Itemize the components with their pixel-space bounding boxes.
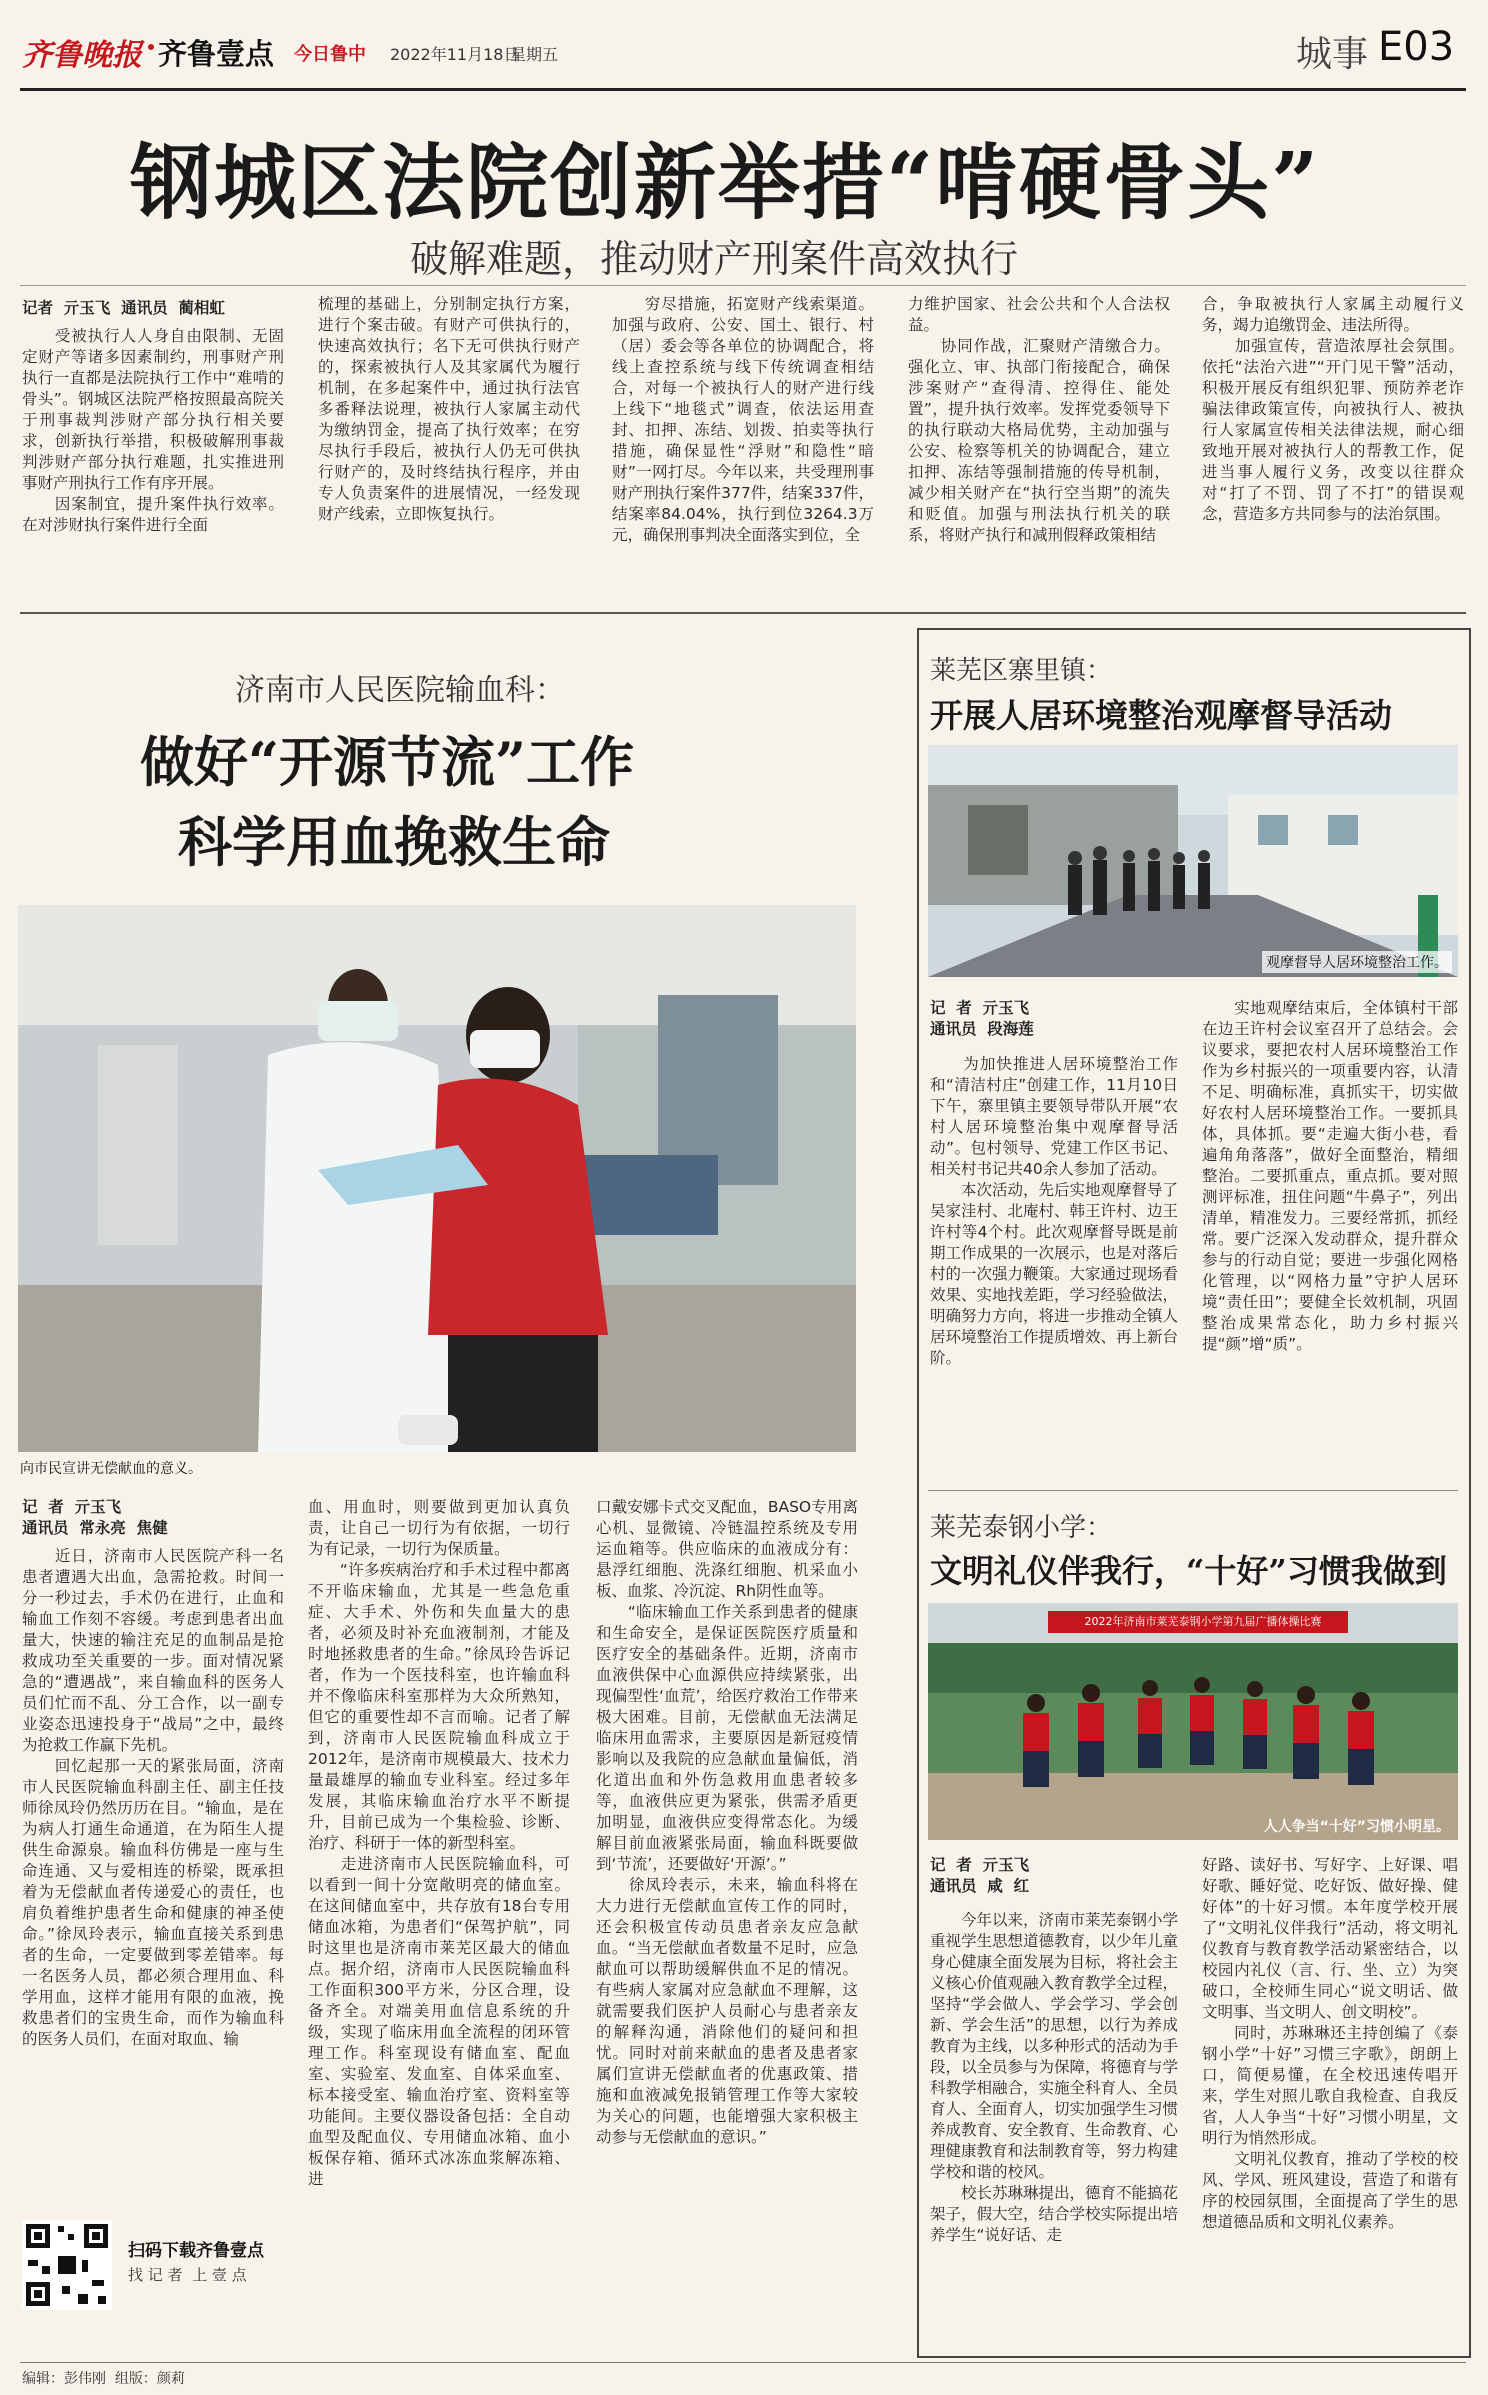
blood-headline-1: 做好“开源节流”工作 xyxy=(140,730,635,794)
zhaili-column-1: 为加快推进人居环境整治工作和“清洁村庄”创建工作，11月10日下午，寨里镇主要领导带队开展“农村人居环境整治集中观摩督导活动”。包村领导、党建工作区书记、相关村书记共40余人参加了活动。 本次活动，先后实地观摩督导了吴家洼村、北庵村、韩王许村、边王许村等4个村。此次观摩督导既是前期工作成果的一次展示，也是对落后村的一次强力鞭策。大家通过现场看效果、实地找差距，学习经验做法，明确努力方向，将进一步推动全镇人居环境整治工作提质增效、再上新台阶。 xyxy=(930,1055,1178,1367)
qr-subtext: 找 记 者 上 壹 点 xyxy=(128,2266,247,2284)
lead-bottom-rule xyxy=(20,612,1466,614)
zhaili-photo-caption: 观摩督导人居环境整治工作。 xyxy=(1262,951,1452,973)
zhaili-headline: 开展人居环境整治观摩督导活动 xyxy=(930,696,1392,735)
steel-headline: 文明礼仪伴我行，“十好”习惯我做到 xyxy=(930,1552,1447,1590)
masthead xyxy=(0,0,1488,110)
masthead-logo-jinrilu: 今日鲁中 xyxy=(294,44,366,65)
steel-photo-banner: 2022年济南市莱芜泰钢小学第九届广播体操比赛 xyxy=(1084,1615,1322,1628)
blood-kicker: 济南市人民医院输血科： xyxy=(235,673,565,708)
zhaili-byline: 记 者 亓玉飞 通讯员 段海莲 xyxy=(930,999,1034,1038)
lead-column-5: 合，争取被执行人家属主动履行义务，竭力追缴罚金、违法所得。 加强宣传，营造浓厚社会氛围。依托“法治六进”“开门见干警”活动，积极开展反有组织犯罪、预防养老诈骗法律政策宣传，向被执行人、被执行人家属宣传相关法律法规，耐心细致地开展对被执行人的帮教工作，促进当事人履行义务，改变以往群众对“打了不罚、罚了不打”的错误观念，营造多方共同参与的法治氛围。 xyxy=(1202,295,1464,523)
lead-column-3: 穷尽措施，拓宽财产线索渠道。加强与政府、公安、国土、银行、村（居）委会等各单位的协调配合，将线上查控系统与线下传统调查相结合，对每一个被执行人的财产进行线上线下“地毯式”调查，依法运用查封、扣押、冻结、划拨、拍卖等执行措施，确保显性“浮财”和隐性“暗财”一网打尽。今年以来，共受理刑事财产刑执行案件377件，结案337件，结案率84.04%，执行到位3264.3万元，确保刑事判决全面落实到位，全 xyxy=(612,295,874,544)
qr-code-icon xyxy=(22,2220,112,2310)
footer-rule xyxy=(20,2362,1466,2363)
masthead-dot xyxy=(148,44,154,50)
blood-column-3: 口戴安娜卡式交叉配血，BASO专用离心机、显微镜、冷链温控系统及专用运血箱等。供应临床的血液成分有：悬浮红细胞、洗涤红细胞、机采血小板、血浆、冷沉淀、Rh阴性血等。 “临床输血工作关系到患者的健康和生命安全，是保证医院医疗质量和医疗安全的基础条件。近期，济南市血液供保中心血源供应持续紧张，出现偏型性‘血荒’，给医疗救治工作带来极大困难。目前，无偿献血无法满足临床用血需求，主要原因是新冠疫情影响以及我院的应急献血量偏低，消化道出血和外伤急救用血患者较多等，血液供应更为紧张，供需矛盾更加明显，血液供应变得常态化。为缓解目前血液紧张局面，输血科既要做到‘节流’，还要做好‘开源’。” 徐凤玲表示，未来，输血科将在大力进行无偿献血宣传工作的同时，还会积极宣传动员患者亲友应急献血。“当无偿献血者数量不足时，应急献血可以帮助缓解供血不足的情况。有些病人家属对应急献血不理解，这就需要我们医护人员耐心与患者亲友的解释沟通，消除他们的疑问和担忧。同时对前来献血的患者及患者家属们宣讲无偿献血者的优惠政策、措施和血液减免报销管理工作等大家较为关心的问题，也能增强大家积极主动参与无偿献血的意识。” xyxy=(596,1498,858,2146)
steel-photo xyxy=(928,1603,1458,1840)
lead-byline: 记者 亓玉飞 通讯员 蔺相虹 xyxy=(22,299,225,317)
lead-rule xyxy=(20,285,1466,286)
lead-headline: 钢城区法院创新举措“啃硬骨头” xyxy=(130,135,1321,231)
masthead-date: 2022年11月18日 xyxy=(390,45,520,64)
page-number: E03 xyxy=(1378,24,1455,70)
lead-subtitle: 破解难题，推动财产刑案件高效执行 xyxy=(410,237,1019,281)
steel-byline: 记 者 亓玉飞 通讯员 咸 红 xyxy=(930,1856,1030,1895)
blood-photo xyxy=(18,905,856,1452)
lead-column-4: 力维护国家、社会公共和个人合法权益。 协同作战，汇聚财产清缴合力。强化立、审、执部门衔接配合，确保涉案财产“查得清、控得住、能处置”，提升执行效率。发挥党委领导下的执行联动大格局优势，主动加强与公安、检察等机关的协调配合，建立扣押、冻结等强制措施的传导机制，减少相关财产在“执行空当期”的流失和贬值。加强与刑法执行机关的联系，将财产执行和减刑假释政策相结 xyxy=(908,295,1170,544)
lead-column-2: 梳理的基础上，分别制定执行方案，进行个案击破。有财产可供执行的，快速高效执行；名下无可供执行财产的，探索被执行人及其家属代为履行机制，在多起案件中，通过执行法官多番释法说理，被执行人家属主动代为缴纳罚金，提高了执行效率；在穷尽执行手段后，被执行人仍无可供执行财产的，及时终结执行程序，并由专人负责案件的进展情况，一经发现财产线索，立即恢复执行。 xyxy=(318,295,580,523)
blood-photo-caption: 向市民宣讲无偿献血的意义。 xyxy=(20,1461,202,1477)
zhaili-column-2: 实地观摩结束后，全体镇村干部在边王许村会议室召开了总结会。会议要求，要把农村人居环境整治工作作为乡村振兴的一项重要内容，认清不足、明确标准，真抓实干，切实做好农村人居环境整治工作。一要抓具体，具体抓。要“走遍大街小巷，看遍角角落落”，做好全面整治，精细整治。二要抓重点，重点抓。要对照测评标准，扭住问题“牛鼻子”，列出清单，精准发力。三要经常抓，抓经常。要广泛深入发动群众，提升群众参与的行动自觉；要进一步强化网格化管理，以“网格力量”守护人居环境“责任田”；要健全长效机制，巩固整治成果常态化，助力乡村振兴提“颜”增“质”。 xyxy=(1202,999,1458,1353)
hospital-scene-image xyxy=(18,905,856,1452)
editor-credit: 编辑：彭伟刚 组版：颜莉 xyxy=(22,2371,185,2387)
steel-column-1: 今年以来，济南市莱芜泰钢小学重视学生思想道德教育，以少年儿童身心健康全面发展为目标，将社会主义核心价值观融入教育教学全过程，坚持“学会做人、学会学习、学会创新、学会生活”的思想，以行为养成教育为主线，以多种形式的活动为手段，以全员参与为保障，将德育与学科教学相融合，实施全科育人、全员育人、全面育人，切实加强学生习惯养成教育、安全教育、生命教育、心理健康教育和法制教育等，努力构建学校和谐的校风。 校长苏琳琳提出，德育不能搞花架子，假大空，结合学校实际提出培养学生“说好话、走 xyxy=(930,1911,1178,2244)
masthead-weekday: 星期五 xyxy=(510,45,559,64)
section-name: 城事 xyxy=(1296,34,1369,75)
blood-byline: 记 者 亓玉飞 通讯员 常永亮 焦健 xyxy=(22,1498,168,1537)
qr-prompt: 扫码下载齐鲁壹点 xyxy=(128,2241,264,2261)
masthead-rule xyxy=(20,88,1466,91)
blood-headline-2: 科学用血挽救生命 xyxy=(178,810,610,874)
sidebar-divider xyxy=(928,1490,1458,1491)
steel-column-2: 好路、读好书、写好字、上好课、唱好歌、睡好觉、吃好饭、做好操、健好体”的十好习惯。本年度学校开展了“文明礼仪伴我行”活动，将文明礼仪教育与教育教学活动紧密结合，以校园内礼仪（言、行、坐、立）为突破口，全校师生同心“说文明话、做文明事、当文明人、创文明校”。 同时，苏琳琳还主持创编了《泰钢小学“十好”习惯三字歌》，朗朗上口，简便易懂，在全校迅速传唱开来，学生对照儿歌自我检查、自我反省，人人争当“十好”习惯小明星，文明行为悄然形成。 文明礼仪教育，推动了学校的校风、学风、班风建设，营造了和谐有序的校园氛围，全面提高了学生的思想道德品质和文明礼仪素养。 xyxy=(1202,1856,1458,2231)
school-exercise-image xyxy=(928,1603,1458,1840)
zhaili-kicker: 莱芜区寨里镇： xyxy=(930,656,1113,686)
blood-column-2: 血、用血时，则要做到更加认真负责，让自己一切行为有依据，一切行为有记录，一切行为保质量。 “许多疾病治疗和手术过程中都离不开临床输血，尤其是一些急危重症、大手术、外伤和失血量大的患者，必须及时补充血液制剂，才能及时地拯救患者的生命。”徐凤玲告诉记者，作为一个医技科室，也许输血科并不像临床科室那样为大众所熟知，但它的重要性却不言而喻。记者了解到，济南市人民医院输血科成立于2012年，是济南市规模最大、技术力量最雄厚的输血专业科室。经过多年发展，其临床输血治疗水平不断提升，目前已成为一个集检验、诊断、治疗、科研于一体的新型科室。 走进济南市人民医院输血科，可以看到一间十分宽敞明亮的储血室。在这间储血室中，共存放有18台专用储血冰箱，为患者们“保驾护航”，同时这里也是济南市莱芜区最大的储血点。据介绍，济南市人民医院输血科工作面积300平方米，分区合理，设备齐全。对端美用血信息系统的升级，实现了临床用血全流程的闭环管理工作。科室现设有储血室、配血室、实验室、发血室、自体采血室、标本接受室、输血治疗室、资料室等功能间。主要仪器设备包括：全自动血型及配血仪、专用储血冰箱、血小板保存箱、循环式冰冻血浆解冻箱、进 xyxy=(308,1498,570,2188)
steel-photo-caption: 人人争当“十好”习惯小明星。 xyxy=(1263,1819,1450,1835)
steel-kicker: 莱芜泰钢小学： xyxy=(930,1513,1113,1543)
lead-column-1: 受被执行人人身自由限制、无固定财产等诸多因素制约，刑事财产刑执行一直都是法院执行工作中“难啃的骨头”。钢城区法院严格按照最高院关于刑事裁判涉财产部分执行相关要求，创新执行举措，积极破解刑事裁判涉财产部分执行难题，扎实推进刑事财产刑执行工作有序开展。 因案制宜，提升案件执行效率。在对涉财执行案件进行全面 xyxy=(22,327,284,534)
masthead-logo-qiluyidian: 齐鲁壹点 xyxy=(158,37,275,71)
qr-code[interactable] xyxy=(22,2220,112,2310)
zhaili-photo xyxy=(928,745,1458,977)
village-street-image xyxy=(928,745,1458,977)
blood-column-1: 近日，济南市人民医院产科一名患者遭遇大出血，急需抢救。时间一分一秒过去，手术仍在进行，止血和输血工作刻不容缓。考虑到患者出血量大，快速的输注充足的血制品是抢救成功至关重要的一步。面对情况紧急的“遭遇战”，来自输血科的医务人员们忙而不乱、分工合作，以一副专业姿态迅速投身于“战局”之中，最终为抢救工作赢下先机。 回忆起那一天的紧张局面，济南市人民医院输血科副主任、副主任技师徐凤玲仍然历历在目。“输血，是在为病人打通生命通道，在为陌生人提供生命源泉。输血科仿佛是一座与生命连通、又与爱相连的桥梁，既承担着为无偿献血者传递爱心的责任，也肩负着维护患者生命和健康的神圣使命。”徐凤玲表示，输血直接关系到患者的生命，一定要做到零差错率。每一名医务人员，都必须合理用血、科学用血，这样才能用有限的血液，挽救患者们的宝贵生命，而作为输血科的医务人员们，在面对取血、输 xyxy=(22,1547,284,2048)
masthead-logo-qilu: 齐鲁晚报 xyxy=(22,38,142,73)
